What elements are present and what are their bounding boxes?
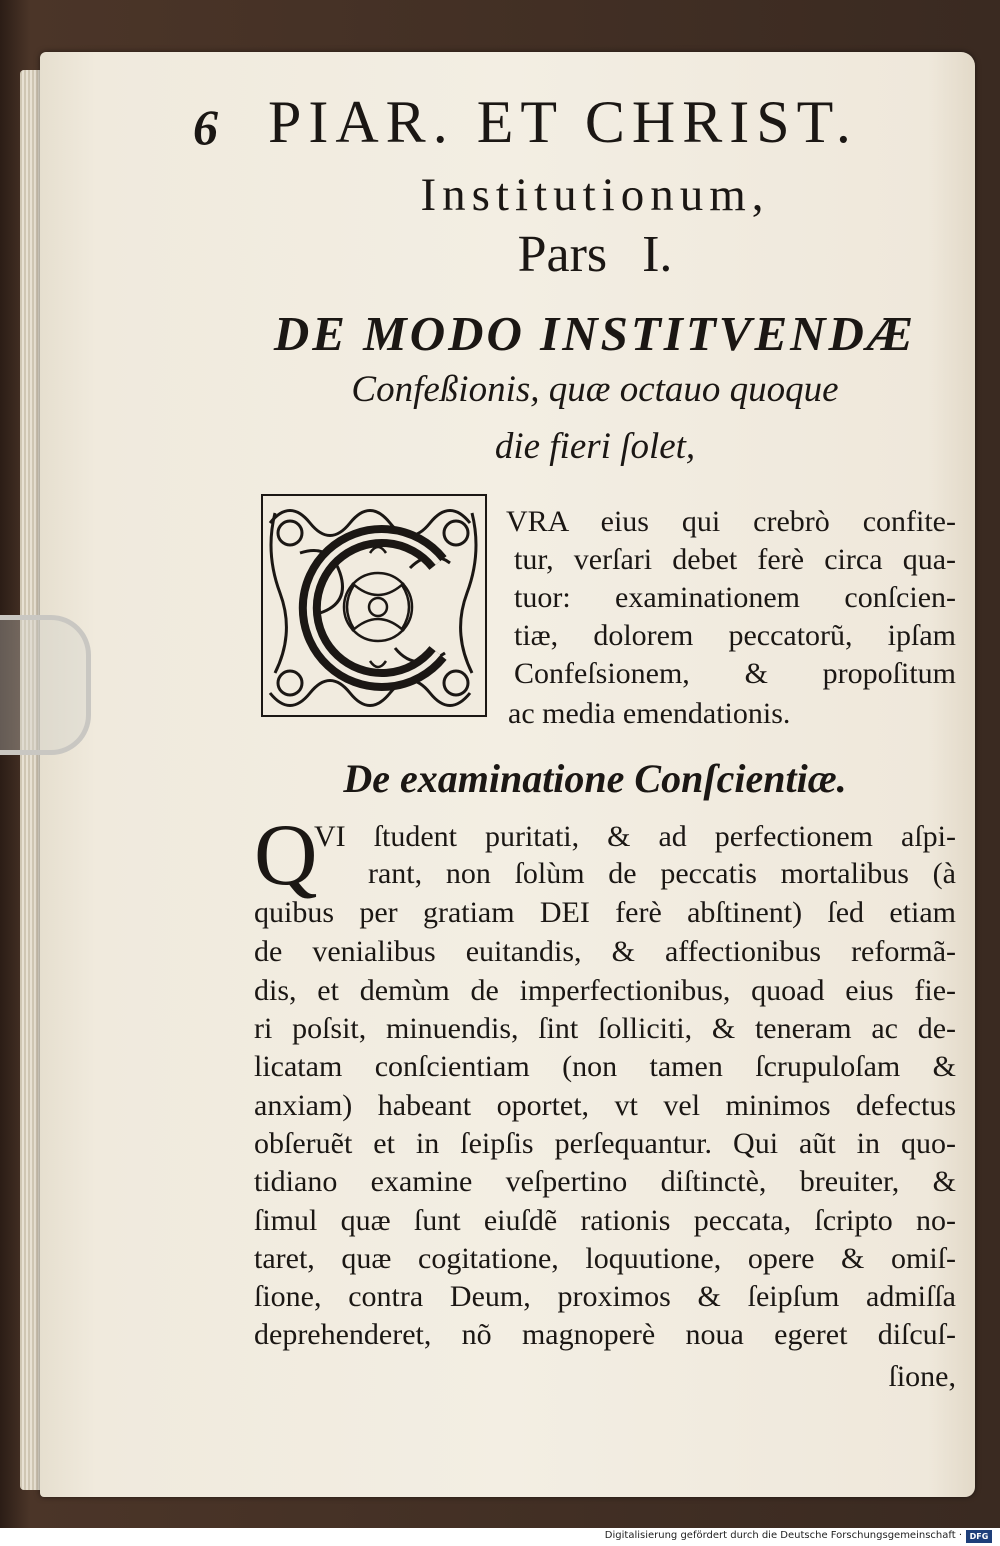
- opening-line-1: VRA eius qui crebrò confite-: [506, 505, 956, 538]
- title-line: Institutionum,: [420, 169, 770, 221]
- chapter-heading: DE MODO INSTITVENDÆ: [273, 306, 917, 361]
- section-line-3: quibus per gratiam DEI ferè abſtinent) ſed etiam: [254, 896, 956, 929]
- section-heading: De examinatione Conſcientiæ.: [343, 756, 847, 801]
- section-line-6: ri poſsit, minuendis, ſint ſolliciti, & teneram ac de-: [254, 1012, 956, 1045]
- chapter-subheading-end: die fieri ſolet,: [494, 426, 696, 467]
- section-line-9: obſeruẽt et in ſeipſis perſequantur. Qui aũt in quo-: [254, 1127, 956, 1160]
- page-clip: [0, 615, 91, 755]
- section-initial: Q: [254, 807, 318, 904]
- dfg-logo-icon: DFG: [966, 1530, 992, 1543]
- section-line-7: licatam conſcientiam (non tamen ſcrupuloſam &: [254, 1050, 956, 1083]
- section-line-13: ſione, contra Deum, proximos & ſeipſum admiſſa: [254, 1280, 956, 1313]
- section-line-5: dis, et demùm de imperfectionibus, quoad eius fie-: [254, 974, 956, 1007]
- section-line-11: ſimul quæ ſunt eiuſdẽ rationis peccata, ſcripto no-: [254, 1204, 956, 1237]
- section-line-12: taret, quæ cogitatione, loquutione, opere & omiſ-: [254, 1242, 956, 1275]
- opening-line-3: tuor: examinationem conſcien-: [514, 581, 956, 614]
- page-number: 6: [193, 99, 218, 155]
- opening-line-4: tiæ, dolorem peccatorũ, ipſam: [514, 619, 956, 652]
- section-line-14: deprehenderet, nõ magnoperè noua egeret diſcuſ-: [254, 1318, 956, 1351]
- section-line-4: de venialibus euitandis, & affectionibus reformã-: [254, 935, 956, 968]
- running-head: PIAR. ET CHRIST.: [268, 89, 858, 155]
- section-line-1: VI ſtudent puritati, & ad perfectionem aſpi-: [314, 820, 956, 853]
- part-line: Pars I.: [517, 226, 673, 283]
- chapter-subheading: Confeßionis, quæ octauo quoque: [351, 369, 839, 410]
- section-line-10: tidiano examine veſpertino diſtinctè, breuiter, &: [254, 1165, 956, 1198]
- funding-credit: Digitalisierung gefördert durch die Deutsche Forschungsgemeinschaft ·: [604, 1530, 962, 1541]
- decorated-initial-c-icon: [260, 493, 488, 718]
- opening-line-5: Confeſsionem, & propoſitum: [514, 657, 956, 690]
- opening-line-2: tur, verſari debet ferè circa qua-: [514, 543, 956, 576]
- opening-line-6: ac media emendationis.: [508, 697, 791, 730]
- page-edges: [20, 70, 42, 1490]
- catchword: ſione,: [888, 1360, 956, 1393]
- section-line-2: rant, non ſolùm de peccatis mortalibus (à: [368, 857, 956, 890]
- section-line-8: anxiam) habeant oportet, vt vel minimos defectus: [254, 1089, 956, 1122]
